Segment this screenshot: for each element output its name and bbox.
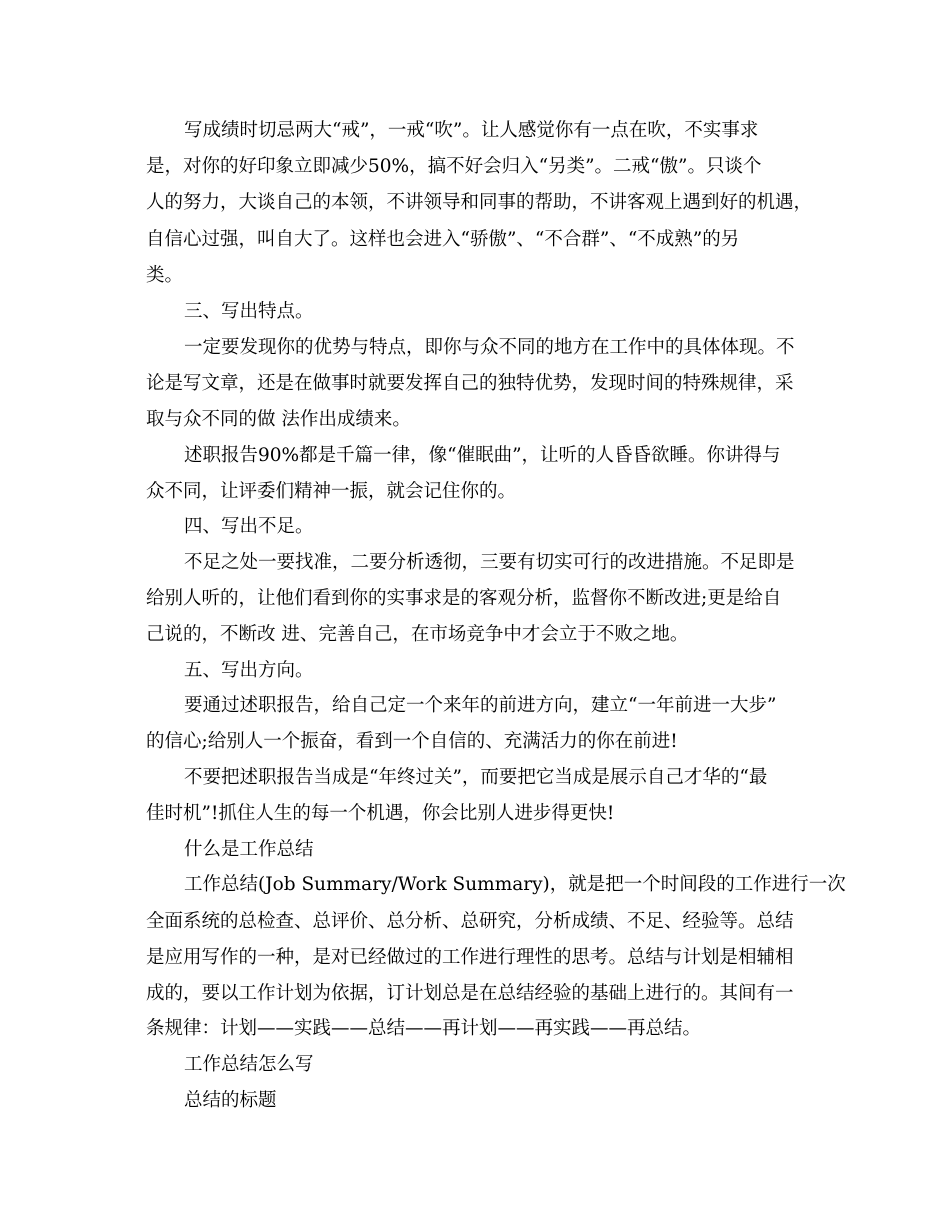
text-line: 要通过述职报告，给自己定一个来年的前进方向，建立“一年前进一大步” (184, 695, 777, 716)
text-line: 是应用写作的一种，是对已经做过的工作进行理性的思考。总结与计划是相辅相 (146, 947, 794, 968)
text-line: 的信心;给别人一个振奋，看到一个自信的、充满活力的你在前进! (146, 731, 678, 752)
text-line: 成的，要以工作计划为依据，订计划总是在总结经验的基础上进行的。其间有一 (146, 983, 794, 1004)
text-line: 取与众不同的做 法作出成绩来。 (146, 409, 411, 430)
text-line: 众不同，让评委们精神一振，就会记住你的。 (146, 481, 517, 502)
section-heading: 工作总结怎么写 (184, 1054, 314, 1075)
text-line: 己说的，不断改 进、完善自己，在市场竞争中才会立于不败之地。 (146, 624, 689, 645)
text-line: 述职报告90%都是千篇一律，像“催眠曲”，让听的人昏昏欲睡。你讲得与 (184, 445, 781, 466)
text-line: 条规律：计划——实践——总结——再计划——再实践——再总结。 (146, 1018, 702, 1039)
section-heading: 四、写出不足。 (184, 516, 314, 537)
text-line: 给别人听的，让他们看到你的实事求是的客观分析，监督你不断改进;更是给自 (146, 588, 782, 609)
section-heading: 什么是工作总结 (184, 839, 314, 860)
text-line: 不要把述职报告当成是“年终过关”，而要把它当成是展示自己才华的“最 (184, 767, 768, 788)
text-line: 工作总结(Job Summary/Work Summary)，就是把一个时间段的工作进行一次 (184, 874, 846, 895)
text-line: 论是写文章，还是在做事时就要发挥自己的独特优势，发现时间的特殊规律，采 (146, 373, 794, 394)
text-line: 写成绩时切忌两大“戒”，一戒“吹”。让人感觉你有一点在吹，不实事求 (184, 120, 759, 141)
section-heading: 总结的标题 (184, 1090, 277, 1111)
section-heading: 三、写出特点。 (184, 301, 314, 322)
text-line: 人的努力，大谈自己的本领，不讲领导和同事的帮助，不讲客观上遇到好的机遇， (146, 192, 813, 213)
text-line: 全面系统的总检查、总评价、总分析、总研究，分析成绩、不足、经验等。总结 (146, 911, 794, 932)
text-line: 自信心过强，叫自大了。这样也会进入“骄傲”、“不合群”、“不成熟”的另 (146, 229, 740, 250)
section-heading: 五、写出方向。 (184, 660, 314, 681)
text-line: 佳时机”!抓住人生的每一个机遇，你会比别人进步得更快! (146, 803, 615, 824)
text-line: 是，对你的好印象立即减少50%，搞不好会归入“另类”。二戒“傲”。只谈个 (146, 156, 762, 177)
text-line: 不足之处一要找准，二要分析透彻，三要有切实可行的改进措施。不足即是 (184, 552, 795, 573)
text-line: 类。 (146, 265, 184, 286)
text-line: 一定要发现你的优势与特点，即你与众不同的地方在工作中的具体体现。不 (184, 337, 795, 358)
